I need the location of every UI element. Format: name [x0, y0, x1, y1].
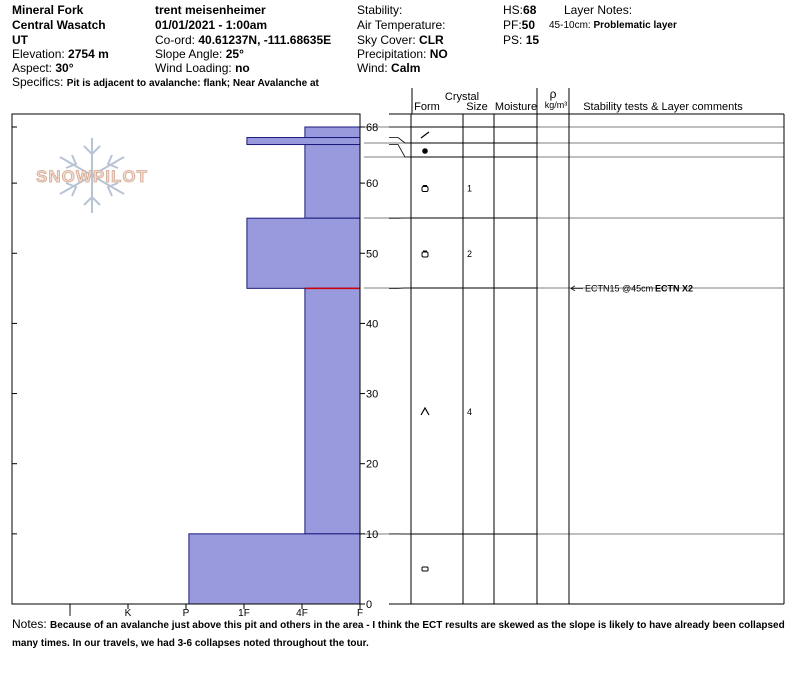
- sky-label: Sky Cover:: [357, 33, 416, 47]
- y-tick-label: 10: [366, 528, 379, 541]
- coord-label: Co-ord:: [155, 33, 196, 47]
- notes-label: Notes:: [12, 617, 47, 631]
- x-tick-label: 4F: [296, 608, 308, 619]
- elevation-label: Elevation:: [12, 47, 65, 61]
- column-headers: [414, 87, 743, 113]
- depth-connector: [389, 145, 411, 157]
- snowpilot-logo: [36, 138, 148, 213]
- layer-note-text: Problematic layer: [593, 20, 677, 31]
- stability-tests: [571, 283, 693, 293]
- aspect-value: 30°: [55, 61, 74, 75]
- wind-loading-label: Wind Loading:: [155, 61, 232, 75]
- specifics-label: Specifics:: [12, 75, 64, 89]
- stability-comments-header: Stability tests & Layer comments: [583, 101, 743, 113]
- wind-label: Wind:: [357, 61, 388, 75]
- stability-label: Stability:: [357, 3, 403, 17]
- wind-value: Calm: [391, 61, 421, 75]
- observation-datetime: 01/01/2021 - 1:00am: [155, 18, 268, 32]
- elevation-value: 2754 m: [68, 47, 109, 61]
- x-tick-label: 1F: [238, 608, 250, 619]
- slope-value: 25°: [225, 47, 244, 61]
- y-tick-label: 0: [366, 599, 373, 611]
- layer-note-depth: 45-10cm:: [549, 20, 591, 31]
- hs-label: HS:: [503, 3, 524, 17]
- y-tick-label: 68: [366, 122, 379, 134]
- slash-icon: [421, 132, 429, 138]
- hardness-bar: [305, 288, 360, 534]
- hardness-bar: [305, 145, 360, 219]
- box-mark: [422, 252, 428, 257]
- wind-loading-value: no: [235, 61, 250, 75]
- test-result: ECTN X2: [655, 283, 694, 294]
- precip-label: Precipitation:: [357, 47, 427, 61]
- specifics-value: Pit is adjacent to avalanche: flank; Near Avalanche at: [66, 78, 319, 89]
- hardness-bar: [305, 127, 360, 138]
- dot-mark: [422, 148, 428, 154]
- air-temp-label: Air Temperature:: [357, 18, 446, 32]
- observer-name: trent meisenheimer: [155, 3, 266, 17]
- snowpilot-logo-text: SNOWPILOT: [36, 167, 148, 186]
- x-tick-label: P: [182, 608, 190, 619]
- rounded-box-icon: [422, 251, 428, 257]
- rho-unit-header: kg/m³: [544, 100, 568, 110]
- y-tick-label: 20: [366, 458, 379, 471]
- hardness-bar: [247, 218, 360, 288]
- ps-value: 15: [525, 33, 540, 47]
- layer-notes-label: Layer Notes:: [564, 3, 633, 17]
- y-tick-label: 60: [366, 178, 379, 191]
- hardness-bar: [247, 138, 360, 145]
- rounded-box-icon: [422, 186, 428, 192]
- depth-connector: [389, 138, 411, 143]
- x-tick-label: F: [356, 608, 364, 619]
- box-mark: [422, 187, 428, 192]
- hardness-bar: [189, 534, 360, 604]
- pf-label: PF:: [503, 18, 522, 32]
- y-tick-label: 40: [366, 318, 379, 331]
- state-name: UT: [12, 33, 28, 47]
- pf-value: 50: [521, 18, 536, 32]
- hs-value: 68: [523, 3, 537, 17]
- notes-section: [12, 616, 792, 652]
- y-tick-label: 30: [366, 388, 379, 401]
- notes-text: Because of an avalanche just above this pit and others in the area - I think the ECT results are skewed as the slope is likely to have already been collapsed many times. In our travels, we had 3-6 collapses noted throughout the tour.: [12, 620, 785, 649]
- range-name: Central Wasatch: [12, 18, 106, 32]
- location-name: Mineral Fork: [12, 3, 84, 17]
- size-header: Size: [466, 101, 488, 113]
- dot-icon: [422, 148, 428, 154]
- hardness-bars: [189, 127, 360, 604]
- layer-table: [364, 88, 784, 604]
- box-mark: [422, 567, 428, 571]
- ps-label: PS:: [503, 33, 523, 47]
- coord-value: 40.61237N, -111.68635E: [198, 33, 332, 47]
- slope-label: Slope Angle:: [155, 47, 223, 61]
- sky-value: CLR: [419, 33, 444, 47]
- y-tick-label: 50: [366, 248, 379, 261]
- crystal-size-label: 2: [467, 249, 473, 259]
- moisture-header: Moisture: [494, 101, 538, 113]
- test-label: ECTN15 @45cm: [585, 283, 654, 294]
- crystal-header: Crystal: [444, 91, 480, 103]
- x-tick-label: K: [124, 608, 132, 619]
- caret-mark: [421, 408, 429, 415]
- aspect-label: Aspect:: [12, 61, 53, 75]
- rho-header: ρ: [549, 87, 557, 101]
- form-header: Form: [414, 101, 440, 113]
- crystal-size-label: 1: [467, 183, 473, 194]
- crystal-size-label: 4: [467, 407, 473, 417]
- caret-icon: [421, 408, 429, 415]
- slash-mark: [421, 132, 429, 138]
- small-box-icon: [422, 567, 428, 571]
- x-tick-label: I: [68, 608, 72, 619]
- precip-value: NO: [429, 47, 448, 61]
